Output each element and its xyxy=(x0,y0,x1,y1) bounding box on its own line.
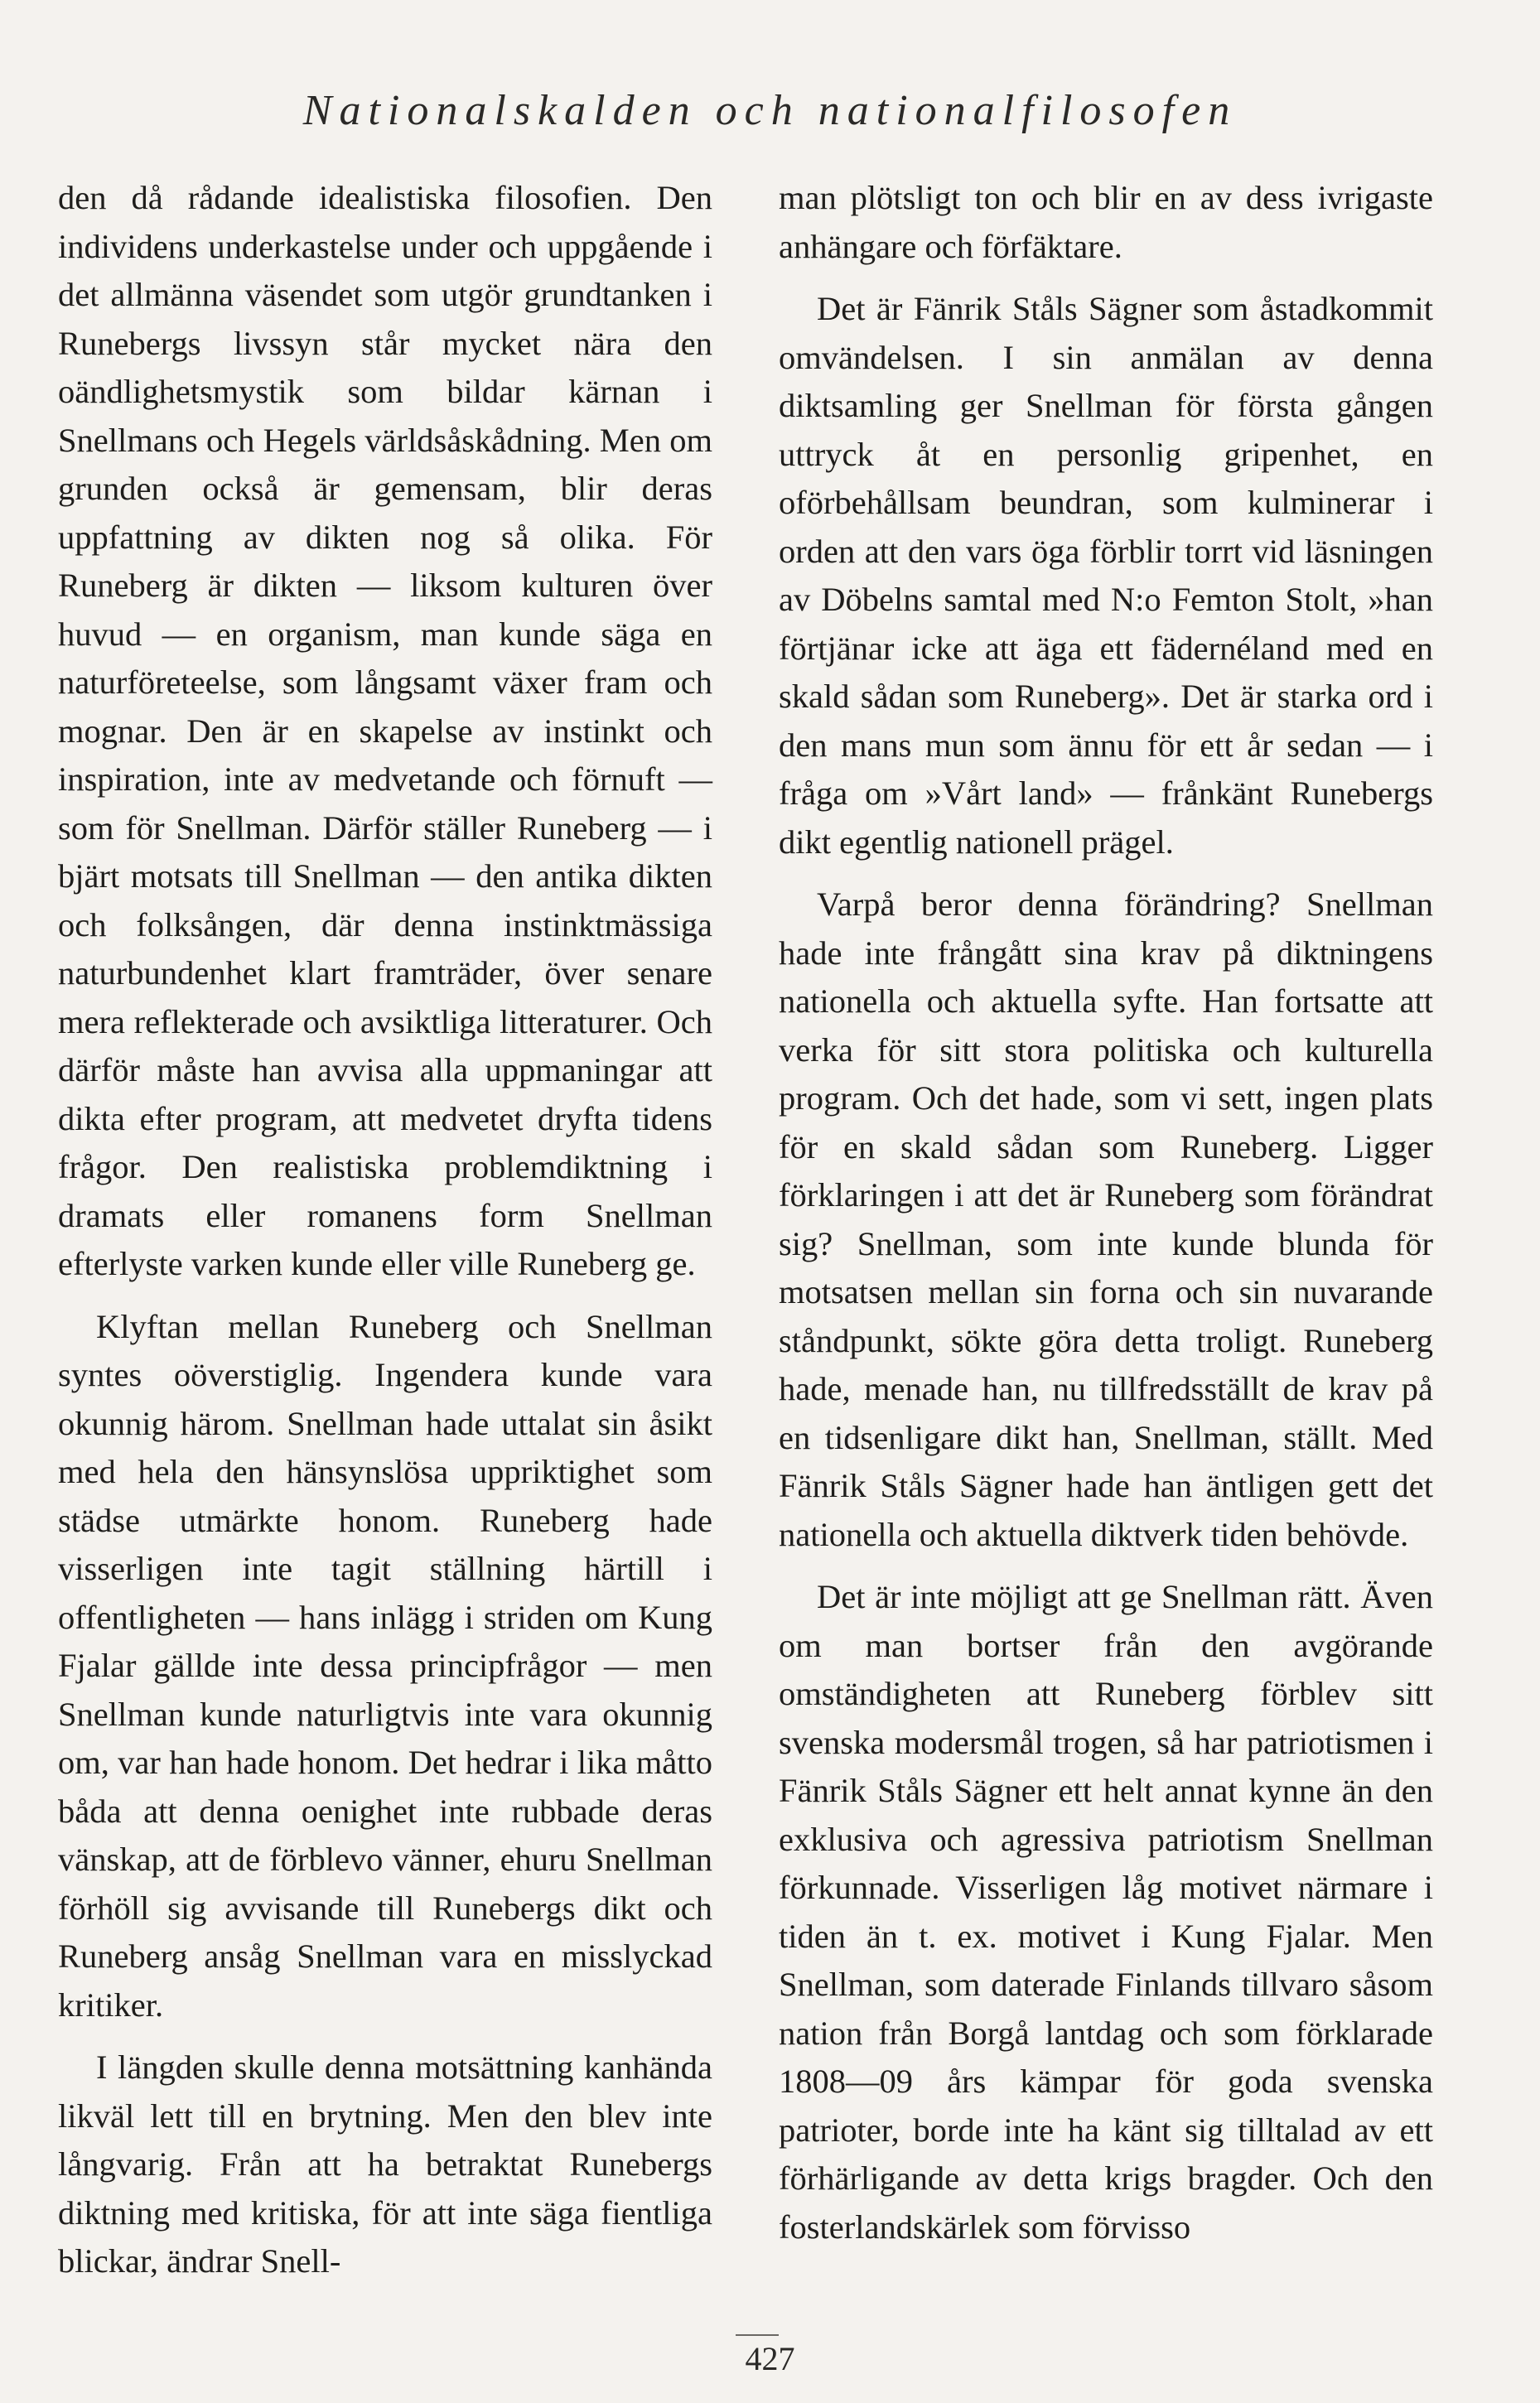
paragraph: den då rådande idealistiska filosofien. Den individens underkastelse under och uppgående i det allmänna väsendet som utgör grundtanken i Runebergs livssyn står mycket nära den oändlighetsmystik som bildar kärnan i Snellmans och Hegels världsåskådning. Men om grunden också är gemensam, blir deras uppfattning av dikten nog så olika. För Runeberg är dikten — liksom kulturen över huvud — en organism, man kunde säga en naturföreteelse, som långsamt växer fram och mognar. Den är en skapelse av instinkt och inspiration, inte av medvetande och förnuft — som för Snellman. Därför ställer Runeberg — i bjärt motsats till Snellman — den antika dikten och folksången, där denna instinktmässiga naturbundenhet klart framträder, över senare mera reflekterade och avsiktliga litteraturer. Och därför måste han avvisa alla uppmaningar att dikta efter program, att medvetet dryfta tidens frågor. Den realistiska problemdiktning i dramats eller romanens form Snellman efterlyste varken kunde eller ville Runeberg ge. xyxy=(58,179,712,1282)
running-title: Nationalskalden och nationalfilosofen xyxy=(302,87,1238,134)
left-column xyxy=(58,174,712,2300)
paragraph: Det är Fänrik Ståls Sägner som åstadkommit omvändelsen. I sin anmälan av denna diktsamling ger Snellman för första gången uttryck åt en personlig gripenhet, en oförbehållsam beundran, som kulminerar i orden att den vars öga förblir torrt vid läsningen av Döbelns samtal med N:o Femton Stolt, »han förtjänar icke att äga ett fädernéland med en skald sådan som Runeberg». Det är starka ord i den mans mun som ännu för ett år sedan — i fråga om »Vårt land» — frånkänt Runebergs dikt egentlig nationell prägel. xyxy=(779,290,1433,861)
paragraph: Varpå beror denna förändring? Snellman hade inte frångått sina krav på diktningens nationella och aktuella syfte. Han fortsatte att verka för sitt stora politiska och kulturella program. Och det hade, som vi sett, ingen plats för en skald sådan som Runeberg. Ligger förklaringen i att det är Runeberg som förändrat sig? Snellman, som inte kunde blunda för motsatsen mellan sin forna och sin nuvarande ståndpunkt, sökte göra detta troligt. Runeberg hade, menade han, nu tillfredsställt de krav på en tidsenligare dikt han, Snellman, ställt. Med Fänrik Ståls Sägner hade han äntligen gett det nationella och aktuella diktverk tiden behövde. xyxy=(779,885,1433,1553)
right-column xyxy=(779,174,1433,2265)
paragraph: man plötsligt ton och blir en av dess ivrigaste anhängare och förfäktare. xyxy=(779,179,1433,265)
paragraph: Klyftan mellan Runeberg och Snellman syntes oöverstiglig. Ingendera kunde vara okunnig härom. Snellman hade uttalat sin åsikt med hela den hänsynslösa uppriktighet som städse utmärkte honom. Runeberg hade visserligen inte tagit ställning härtill i offentligheten — hans inlägg i striden om Kung Fjalar gällde inte dessa principfrågor — men Snellman kunde naturligtvis inte vara okunnig om, var han hade honom. Det hedrar i lika måtto båda att denna oenighet inte rubbade deras vänskap, att de förblevo vänner, ehuru Snellman förhöll sig avvisande till Runebergs dikt och Runeberg ansåg Snellman vara en misslyckad kritiker. xyxy=(58,1307,712,2024)
folio-rule xyxy=(736,2334,779,2336)
page-number: 427 xyxy=(745,2340,795,2377)
paragraph: Det är inte möjligt att ge Snellman rätt. Även om man bortser från den avgörande omständigheten att Runeberg förblev sitt svenska modersmål trogen, så har patriotismen i Fänrik Ståls Sägner ett helt annat kynne än den exklusiva och agressiva patriotism Snellman förkunnade. Visserligen låg motivet närmare i tiden än t. ex. motivet i Kung Fjalar. Men Snellman, som daterade Finlands tillvaro såsom nation från Borgå lantdag och som förklarade 1808—09 års kämpar för goda svenska patrioter, borde inte ha känt sig tilltalad av ett förhärligande av detta krigs bragder. Och den fosterlandskärlek som förvisso xyxy=(779,1578,1433,2246)
paragraph: I längden skulle denna motsättning kanhända likväl lett till en brytning. Men den blev inte långvarig. Från att ha betraktat Runebergs diktning med kritiska, för att inte säga fientliga blickar, ändrar Snell- xyxy=(58,2048,712,2280)
